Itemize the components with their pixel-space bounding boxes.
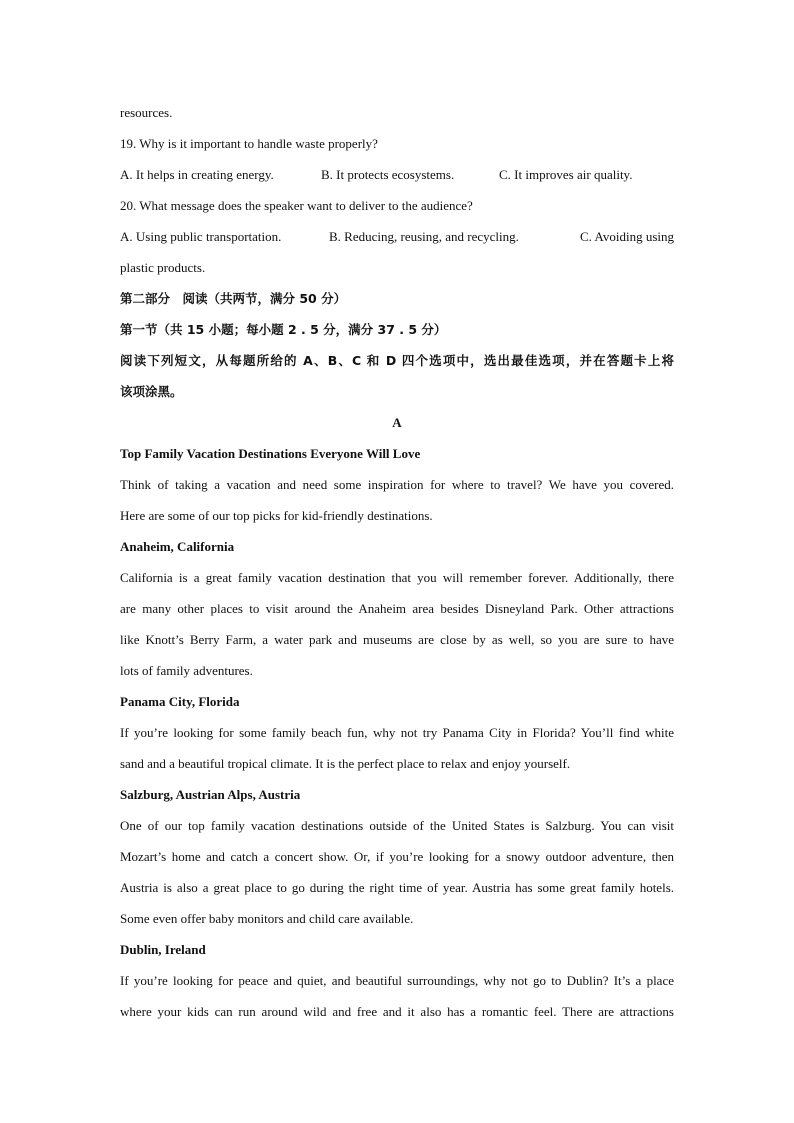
question-20: 20. What message does the speaker want to deliver to the audience? <box>120 198 473 213</box>
question-20-options <box>120 221 674 252</box>
destination-heading: Dublin, Ireland <box>120 942 206 957</box>
question-19-options <box>120 159 674 190</box>
instruction-line: 阅读下列短文，从每题所给的 A、B、C 和 D 四个选项中，选出最佳选项，并在答题卡上将 <box>120 353 674 368</box>
article-title: Top Family Vacation Destinations Everyone Will Love <box>120 446 421 461</box>
part-heading: 第二部分 阅读（共两节，满分 50 分） <box>120 291 347 306</box>
paragraph-line: Mozart’s home and catch a concert show. Or, if you’re looking for a snowy outdoor adventure, then <box>120 849 674 864</box>
destination-heading: Anaheim, California <box>120 539 235 554</box>
section-heading: 第一节（共 15 小题；每小题 2 . 5 分，满分 37 . 5 分） <box>120 322 447 337</box>
paragraph-line: are many other places to visit around the Anaheim area besides Disneyland Park. Other attractions <box>120 601 674 616</box>
option-b: B. Reducing, reusing, and recycling. <box>329 229 519 244</box>
option-a: A. It helps in creating energy. <box>120 167 274 182</box>
paragraph-line: sand and a beautiful tropical climate. It is the perfect place to relax and enjoy yourself. <box>120 756 571 771</box>
question-19: 19. Why is it important to handle waste properly? <box>120 136 378 151</box>
destination-heading: Salzburg, Austrian Alps, Austria <box>120 787 301 802</box>
exam-page <box>120 97 674 1027</box>
option-c: C. Avoiding using <box>579 229 674 244</box>
option-b: B. It protects ecosystems. <box>321 167 455 182</box>
paragraph-line: Think of taking a vacation and need some inspiration for where to travel? We have you covered. <box>120 477 674 492</box>
paragraph-line: where your kids can run around wild and free and it also has a romantic feel. There are attractions <box>120 1004 674 1019</box>
paragraph-line: If you’re looking for some family beach fun, why not try Panama City in Florida? You’ll find white <box>120 725 674 740</box>
paragraph-line: Austria is also a great place to go during the right time of year. Austria has some great family hotels. <box>120 880 674 895</box>
instruction-line: 该项涂黑。 <box>120 384 183 399</box>
paragraph-line: Here are some of our top picks for kid-friendly destinations. <box>120 508 433 523</box>
paragraph-line: If you’re looking for peace and quiet, and beautiful surroundings, why not go to Dublin? It’s a place <box>120 973 674 988</box>
paragraph-line: Some even offer baby monitors and child care available. <box>120 911 414 926</box>
paragraph-line: One of our top family vacation destinations outside of the United States is Salzburg. You can visit <box>120 818 674 833</box>
paragraph-line: like Knott’s Berry Farm, a water park and museums are close by as well, so you are sure to have <box>120 632 674 647</box>
paragraph-line: lots of family adventures. <box>120 663 253 678</box>
text-line: resources. <box>120 105 173 120</box>
paragraph-line: California is a great family vacation destination that you will remember forever. Additionally, there <box>120 570 674 585</box>
option-c: C. It improves air quality. <box>499 167 633 182</box>
passage-label: A <box>392 415 402 430</box>
option-c-continued: plastic products. <box>120 260 206 275</box>
destination-heading: Panama City, Florida <box>120 694 240 709</box>
option-a: A. Using public transportation. <box>120 229 282 244</box>
